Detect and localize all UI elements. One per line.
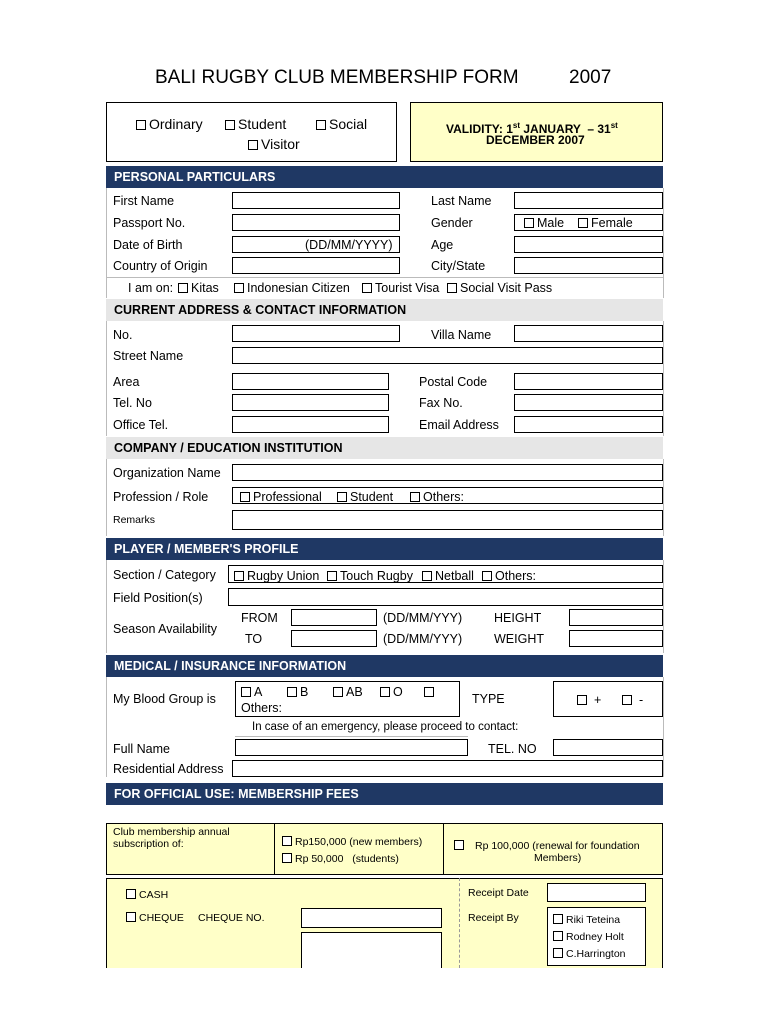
first-name-label: First Name [113,194,175,208]
cheque-no-input[interactable] [301,908,442,928]
fees-divider-2 [443,823,444,875]
others-category-option[interactable]: Others: [482,569,536,584]
season-label: Season Availability [113,622,218,636]
blood-ab-option[interactable]: AB [333,685,363,700]
student-option[interactable]: Student [225,117,286,132]
blood-other-option[interactable] [424,685,437,700]
student-role-option[interactable]: Student [337,490,393,505]
residential-input[interactable] [232,760,663,777]
field-position-label: Field Position(s) [113,591,203,605]
type-label: TYPE [472,692,505,706]
others-role-checkbox[interactable] [410,492,420,502]
section-label: Section / Category [113,568,216,582]
area-label: Area [113,375,140,389]
office-tel-input[interactable] [232,416,389,433]
blood-o-option[interactable]: O [380,685,403,700]
country-label: Country of Origin [113,259,208,273]
rp150-checkbox[interactable] [282,836,292,846]
female-checkbox[interactable] [578,218,588,228]
rp150-option[interactable]: Rp150,000 (new members) [282,836,422,849]
emergency-note: In case of an emergency, please proceed to contact: [252,721,519,733]
indonesian-citizen-option[interactable]: Indonesian Citizen [234,281,350,296]
height-label: HEIGHT [494,611,542,625]
to-input[interactable] [291,630,377,647]
profession-label: Profession / Role [113,490,209,504]
payment-divider [459,878,460,968]
male-option[interactable]: Male [524,216,564,231]
receipt-by-label: Receipt By [468,912,519,924]
passport-label: Passport No. [113,216,186,230]
rh-plus-option[interactable]: + [577,693,601,708]
subscription-line2: subscription of: [113,838,184,850]
org-label: Organization Name [113,466,221,480]
last-name-label: Last Name [431,194,492,208]
weight-input[interactable] [569,630,663,647]
office-tel-label: Office Tel. [113,418,169,432]
blood-o-checkbox[interactable] [380,687,390,697]
from-format: (DD/MM/YYY) [383,611,463,625]
validity-line2: DECEMBER 2007 [486,133,585,147]
blood-b-option[interactable]: B [287,685,308,700]
indonesian-citizen-checkbox[interactable] [234,283,244,293]
medical-heading: MEDICAL / INSURANCE INFORMATION [106,655,663,677]
remarks-input[interactable] [232,510,663,530]
full-name-input[interactable] [235,739,468,756]
postal-label: Postal Code [419,375,488,389]
rp100-option[interactable]: Rp 100,000 (renewal for foundation [454,840,640,853]
riki-checkbox[interactable] [553,914,563,924]
netball-option[interactable]: Netball [422,569,474,584]
blood-others-label: Others: [241,701,282,715]
rodney-checkbox[interactable] [553,931,563,941]
dob-format: (DD/MM/YYYY) [305,238,393,252]
female-option[interactable]: Female [578,216,633,231]
emergency-tel-input[interactable] [553,739,663,756]
field-position-input[interactable] [228,588,663,606]
villa-label: Villa Name [431,328,492,342]
email-label: Email Address [419,418,499,432]
remarks-label: Remarks [113,514,156,526]
ordinary-option[interactable]: Ordinary [136,117,203,132]
residential-label: Residential Address [113,762,224,776]
height-input[interactable] [569,609,663,626]
no-input[interactable] [232,325,400,342]
social-option[interactable]: Social [316,117,367,132]
validity-line1: VALIDITY: 1st JANUARY – 31st [446,121,618,136]
rh-minus-option[interactable]: - [622,693,643,708]
riki-option[interactable]: Riki Teteina [553,914,620,927]
tourist-visa-option[interactable]: Tourist Visa [362,281,439,296]
to-label: TO [245,632,263,646]
rp50-option[interactable]: Rp 50,000 (students) [282,853,399,866]
form-year: 2007 [569,67,612,88]
social-checkbox[interactable] [316,120,326,130]
full-name-label: Full Name [113,742,170,756]
social-visit-checkbox[interactable] [447,283,457,293]
touch-rugby-checkbox[interactable] [327,571,337,581]
area-input[interactable] [232,373,389,390]
rp100-line2: Members) [534,852,582,864]
subscription-line1: Club membership annual [113,826,230,838]
student-role-checkbox[interactable] [337,492,347,502]
form-title: BALI RUGBY CLUB MEMBERSHIP FORM [155,67,519,88]
cheque-option[interactable]: CHEQUE [126,912,184,925]
postal-input[interactable] [514,373,663,390]
fax-label: Fax No. [419,396,463,410]
rh-type-box [553,681,663,717]
cheque-checkbox[interactable] [126,912,136,922]
tel-label: Tel. No [113,396,152,410]
others-category-checkbox[interactable] [482,571,492,581]
kitas-option[interactable]: Kitas [178,281,219,296]
blood-other-checkbox[interactable] [424,687,434,697]
emergency-tel-label: TEL. NO [488,742,537,756]
rp50-checkbox[interactable] [282,853,292,863]
personal-particulars-heading: PERSONAL PARTICULARS [106,166,663,188]
weight-label: WEIGHT [494,632,544,646]
visitor-checkbox[interactable] [248,140,258,150]
street-label: Street Name [113,349,184,363]
email-input[interactable] [514,416,663,433]
no-label: No. [113,328,133,342]
cash-option[interactable]: CASH [126,889,168,902]
rp100-checkbox[interactable] [454,840,464,850]
i-am-on-label: I am on: [128,281,174,295]
street-input[interactable] [232,347,663,364]
professional-checkbox[interactable] [240,492,250,502]
receipt-date-label: Receipt Date [468,887,529,899]
visitor-option[interactable]: Visitor [248,137,300,152]
others-role-option[interactable]: Others: [410,490,464,505]
cash-checkbox[interactable] [126,889,136,899]
harrington-checkbox[interactable] [553,948,563,958]
netball-checkbox[interactable] [422,571,432,581]
touch-rugby-option[interactable]: Touch Rugby [327,569,413,584]
from-input[interactable] [291,609,377,626]
fax-input[interactable] [514,394,663,411]
company-heading: COMPANY / EDUCATION INSTITUTION [106,437,663,459]
professional-option[interactable]: Professional [240,490,322,505]
country-input[interactable] [232,257,400,274]
fees-divider-1 [274,823,275,875]
org-input[interactable] [232,464,663,481]
rh-minus-checkbox[interactable] [622,695,632,705]
blood-ab-checkbox[interactable] [333,687,343,697]
blood-b-checkbox[interactable] [287,687,297,697]
age-input[interactable] [514,236,663,253]
rh-plus-checkbox[interactable] [577,695,587,705]
player-heading: PLAYER / MEMBER'S PROFILE [106,538,663,560]
cheque-amount-input[interactable] [301,932,442,968]
city-label: City/State [431,259,486,273]
city-input[interactable] [514,257,663,274]
to-format: (DD/MM/YYY) [383,632,463,646]
age-label: Age [431,238,454,252]
blood-group-label: My Blood Group is [113,692,216,706]
rodney-option[interactable]: Rodney Holt [553,931,624,944]
first-name-input[interactable] [232,192,400,209]
kitas-checkbox[interactable] [178,283,188,293]
gender-label: Gender [431,216,473,230]
rugby-union-option[interactable]: Rugby Union [234,569,319,584]
fees-heading: FOR OFFICIAL USE: MEMBERSHIP FEES [106,783,663,805]
blood-a-option[interactable]: A [241,685,262,700]
student-checkbox[interactable] [225,120,235,130]
rugby-union-checkbox[interactable] [234,571,244,581]
membership-type-box [106,102,397,162]
ordinary-checkbox[interactable] [136,120,146,130]
dob-label: Date of Birth [113,238,183,252]
from-label: FROM [241,611,278,625]
tourist-visa-checkbox[interactable] [362,283,372,293]
address-heading: CURRENT ADDRESS & CONTACT INFORMATION [106,299,663,321]
villa-input[interactable] [514,325,663,342]
male-checkbox[interactable] [524,218,534,228]
blood-a-checkbox[interactable] [241,687,251,697]
cheque-no-label: CHEQUE NO. [198,912,265,924]
harrington-option[interactable]: C.Harrington [553,948,626,961]
passport-input[interactable] [232,214,400,231]
social-visit-option[interactable]: Social Visit Pass [447,281,552,296]
receipt-date-input[interactable] [547,883,646,902]
tel-input[interactable] [232,394,389,411]
last-name-input[interactable] [514,192,663,209]
